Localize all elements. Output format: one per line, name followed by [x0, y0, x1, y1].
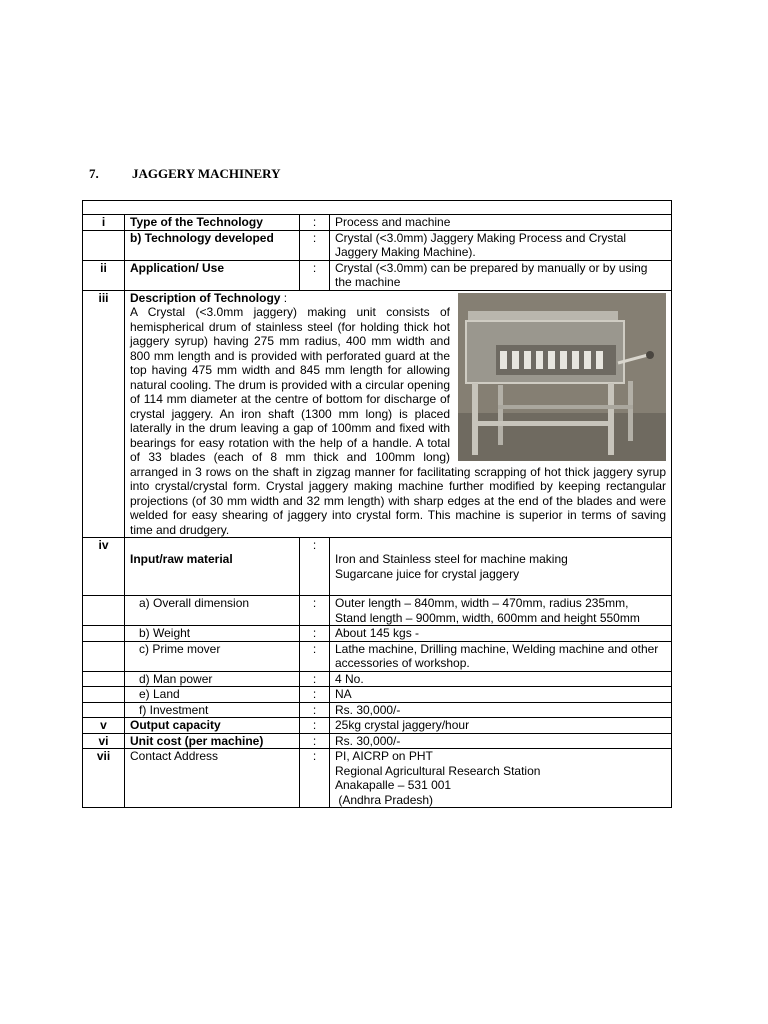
- row-value: Crystal (<3.0mm) Jaggery Making Process and Crystal Jaggery Making Machine).: [330, 230, 672, 260]
- row-colon: :: [300, 230, 330, 260]
- row-label: f) Investment: [125, 702, 300, 718]
- description-cell: [125, 290, 672, 538]
- row-colon: :: [300, 733, 330, 749]
- row-value: 25kg crystal jaggery/hour: [330, 718, 672, 734]
- table-row: [83, 626, 672, 642]
- row-value-line: Stand length – 900mm, width, 600mm and height 550mm: [335, 610, 640, 625]
- machine-photo: [458, 293, 666, 461]
- jaggery-machine-image: [458, 293, 666, 461]
- table-row: [83, 538, 672, 596]
- address-line: Regional Agricultural Research Station: [335, 763, 541, 778]
- address-line: Anakapalle – 531 001: [335, 778, 452, 792]
- row-colon: :: [300, 687, 330, 703]
- row-number: i: [83, 215, 125, 231]
- table-row: [83, 671, 672, 687]
- table-row: [83, 596, 672, 626]
- technology-table: [82, 200, 672, 808]
- description-text: A Crystal (<3.0mm jaggery) making unit consists of hemispherical drum of stainless steel (for holding thick hot jaggery syrup) having 275 mm radius, 400 mm width and 800 mm length and is provided with perforated guard at the top having 475 mm width and 845 mm length for allowing natural cooling. The drum is provided with a circular opening of 114 mm diameter at the centre of bottom for discharge of crystal jaggery. An iron shaft (1300 mm long) is placed laterally in the drum leaving a gap of 100mm and fixed with bearings for easy rotation with the help of a handle. A total of 33 blades (each of 8 mm thick and 100mm long) arranged in 3 rows on the shaft in zigzag manner for facilitating scrapping of hot thick jaggery syrup into crystal/crystal form. Crystal jaggery making machine further modified by keeping rectangular projections (of 30 mm width and 32 mm length) with sharp edges at the end of the blades and were welded for easy shearing of jaggery into crystal form. This machine is superior in terms of saving time and drudgery.: [130, 305, 666, 537]
- row-number: iv: [83, 538, 125, 596]
- section-heading: [89, 166, 280, 182]
- section-title: JAGGERY MACHINERY: [132, 166, 281, 181]
- row-value: Lathe machine, Drilling machine, Welding machine and other accessories of workshop.: [330, 641, 672, 671]
- row-label: Type of the Technology: [125, 215, 300, 231]
- description-label-suffix: :: [280, 290, 288, 305]
- row-value: About 145 kgs -: [330, 626, 672, 642]
- row-number: v: [83, 718, 125, 734]
- row-value: NA: [330, 687, 672, 703]
- row-value: Process and machine: [330, 215, 672, 231]
- row-colon: :: [300, 702, 330, 718]
- row-label: Application/ Use: [125, 260, 300, 290]
- row-value-line: Iron and Stainless steel for machine making: [335, 552, 568, 566]
- section-number: 7.: [89, 166, 99, 181]
- row-number: vi: [83, 733, 125, 749]
- row-colon: :: [300, 260, 330, 290]
- table-row: [83, 718, 672, 734]
- row-number: vii: [83, 749, 125, 808]
- table-row: [83, 215, 672, 231]
- row-colon: :: [300, 718, 330, 734]
- row-number: ii: [83, 260, 125, 290]
- blank-row: [83, 201, 672, 215]
- table-row: [83, 641, 672, 671]
- row-colon: :: [300, 749, 330, 808]
- table-row: [83, 687, 672, 703]
- row-colon: :: [300, 626, 330, 642]
- row-value: Crystal (<3.0mm) can be prepared by manually or by using the machine: [330, 260, 672, 290]
- row-colon: :: [300, 671, 330, 687]
- row-value: 4 No.: [330, 671, 672, 687]
- row-label: b) Weight: [125, 626, 300, 642]
- row-colon: :: [300, 538, 330, 596]
- row-colon: :: [300, 215, 330, 231]
- row-colon: :: [300, 596, 330, 626]
- table-row: [83, 749, 672, 808]
- table-row: [83, 260, 672, 290]
- row-value: Rs. 30,000/-: [330, 702, 672, 718]
- contact-address: [330, 749, 672, 808]
- table-row: [83, 290, 672, 538]
- row-label: Unit cost (per machine): [125, 733, 300, 749]
- row-label: c) Prime mover: [125, 641, 300, 671]
- row-value-line: Outer length – 840mm, width – 470mm, radius 235mm,: [335, 596, 629, 610]
- row-colon: :: [300, 641, 330, 671]
- address-line: (Andhra Pradesh): [335, 792, 434, 807]
- row-label: b) Technology developed: [125, 230, 300, 260]
- row-label: Input/raw material: [130, 552, 233, 566]
- row-label: d) Man power: [125, 671, 300, 687]
- row-label: Contact Address: [125, 749, 300, 808]
- row-label: Output capacity: [125, 718, 300, 734]
- description-label: Description of Technology: [130, 290, 281, 305]
- row-value-line: Sugarcane juice for crystal jaggery: [335, 566, 520, 581]
- row-value: Rs. 30,000/-: [330, 733, 672, 749]
- row-number: iii: [83, 290, 125, 538]
- table-row: [83, 702, 672, 718]
- row-label: a) Overall dimension: [125, 596, 300, 626]
- row-label: e) Land: [125, 687, 300, 703]
- table-row: [83, 733, 672, 749]
- address-line: PI, AICRP on PHT: [335, 749, 433, 763]
- table-row: [83, 230, 672, 260]
